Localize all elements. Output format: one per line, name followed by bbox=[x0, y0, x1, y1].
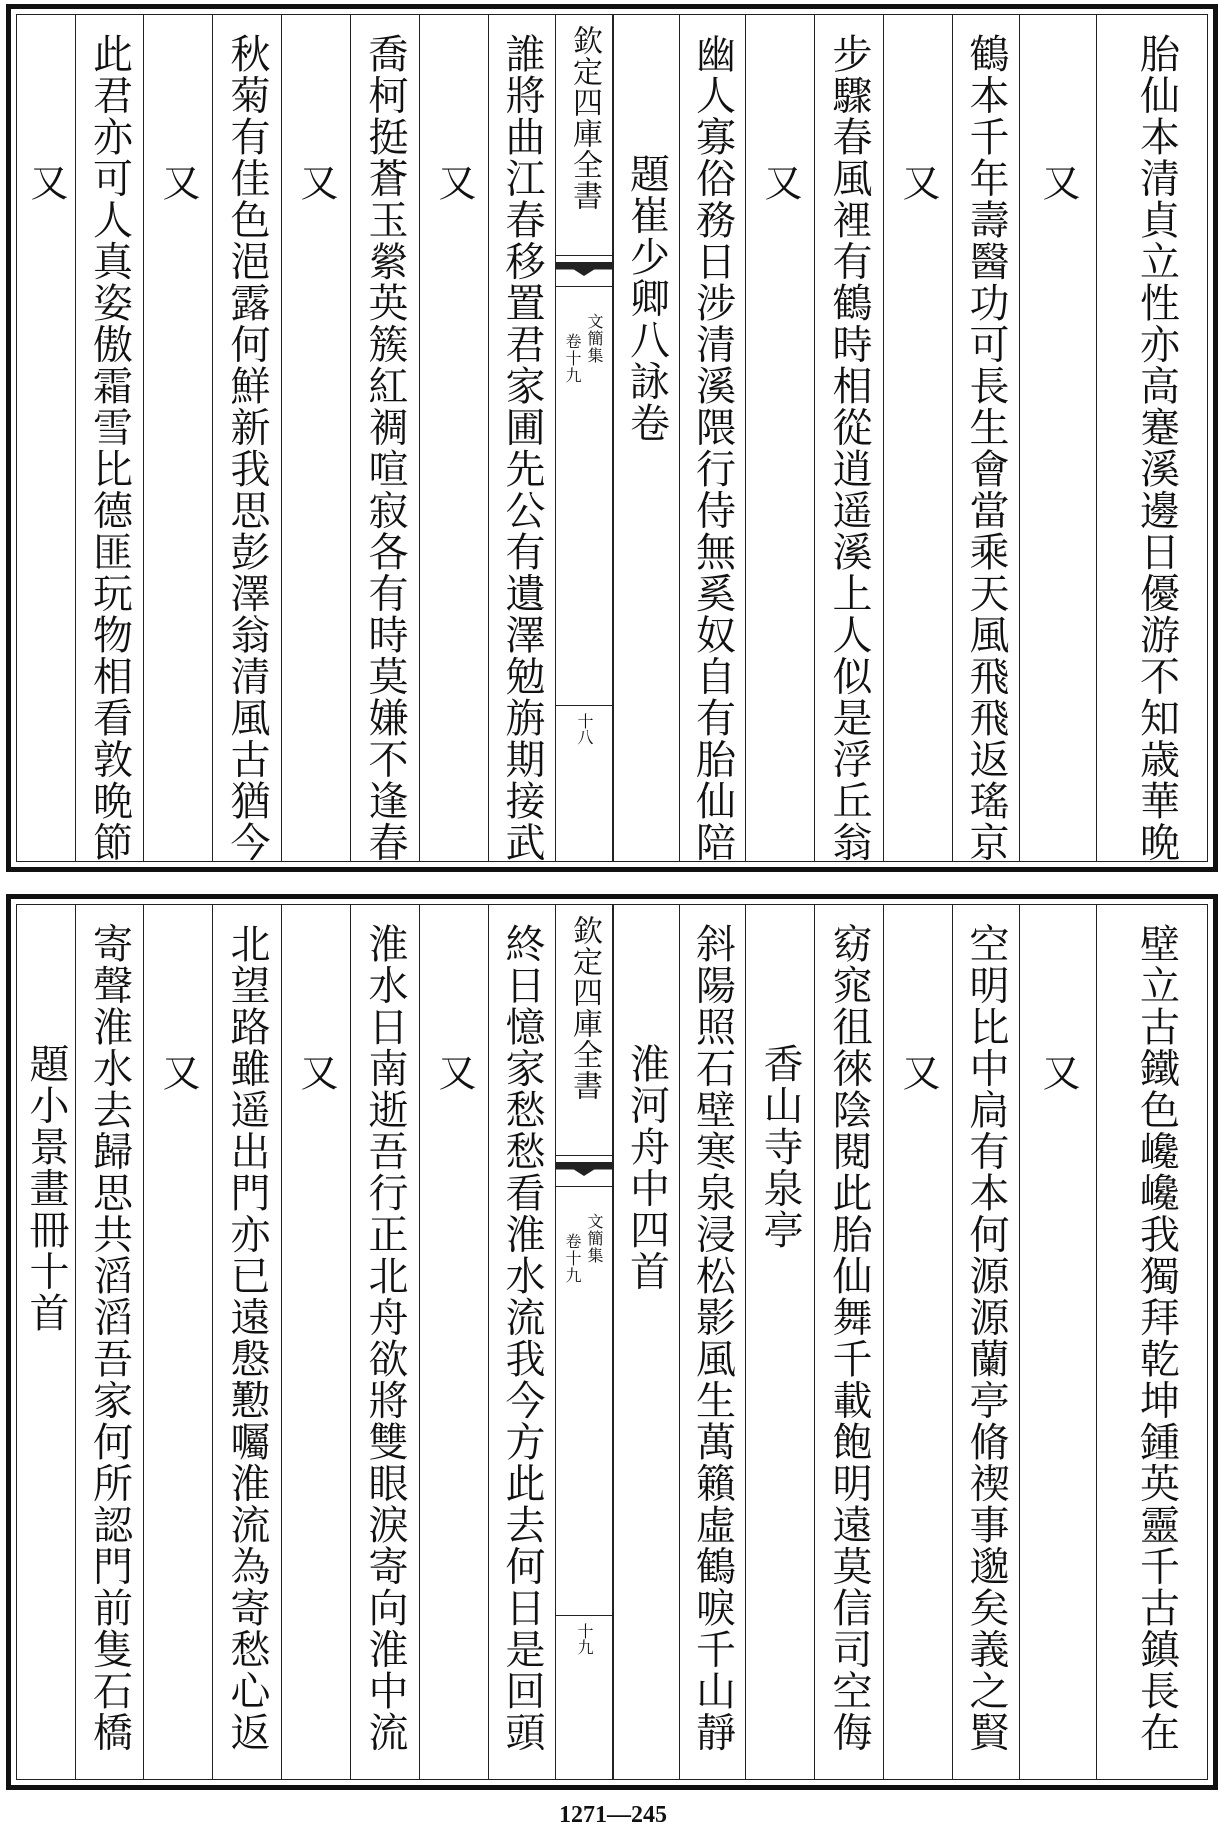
collection-title: 欽定四庫全書 bbox=[567, 25, 602, 211]
verse-text: 胎仙本清貞立性亦高蹇溪邊日優游不知歳華晩 bbox=[1133, 33, 1180, 863]
poem-title: 題小景畫冊十首 bbox=[23, 1043, 69, 1334]
text-column bbox=[883, 15, 952, 861]
page-center-margin bbox=[555, 15, 613, 861]
text-column bbox=[212, 905, 281, 1779]
text-column bbox=[679, 15, 745, 861]
poem-title: 題崔少卿八詠卷 bbox=[623, 153, 670, 444]
poem-heading: 又 bbox=[758, 163, 802, 203]
text-column bbox=[952, 15, 1019, 861]
text-column bbox=[952, 905, 1019, 1779]
poem-heading: 又 bbox=[156, 1053, 200, 1093]
text-column bbox=[143, 905, 212, 1779]
text-column bbox=[1096, 15, 1216, 861]
poem-heading: 又 bbox=[1036, 163, 1080, 203]
fish-tail-ornament bbox=[556, 1155, 612, 1187]
top-page bbox=[6, 4, 1218, 872]
text-column bbox=[419, 905, 488, 1779]
verse-text: 喬柯挺蒼玉縈英簇紅裯喧寂各有時莫嫌不逢春 bbox=[362, 33, 408, 863]
poem-heading: 又 bbox=[1036, 1053, 1080, 1093]
text-column bbox=[488, 15, 555, 861]
poem-title: 香山寺泉亭 bbox=[757, 1043, 803, 1251]
text-column bbox=[350, 15, 419, 861]
verse-text: 終日憶家愁愁看淮水流我今方此去何日是回頭 bbox=[499, 923, 545, 1753]
book-title: 文簡集 bbox=[585, 1213, 604, 1264]
verse-text: 斜陽照石壁寒泉浸松影風生萬籟虛鶴唳千山靜 bbox=[689, 923, 736, 1753]
text-column bbox=[75, 905, 143, 1779]
fish-tail-ornament bbox=[556, 255, 612, 287]
text-column bbox=[75, 15, 143, 861]
verse-text: 鶴本千年壽醫功可長生會當乘天風飛飛返瑤京 bbox=[963, 33, 1009, 863]
verse-text: 淮水日南逝吾行正北舟欲將雙眼淚寄向淮中流 bbox=[362, 923, 408, 1753]
poem-heading: 又 bbox=[294, 163, 338, 203]
poem-heading: 又 bbox=[896, 163, 940, 203]
folio-number: 十八 bbox=[575, 713, 594, 745]
text-column bbox=[17, 15, 75, 861]
text-column bbox=[679, 905, 745, 1779]
text-column bbox=[613, 15, 679, 861]
folio-rule bbox=[556, 1615, 612, 1616]
text-column bbox=[883, 905, 952, 1779]
poem-title: 淮河舟中四首 bbox=[623, 1043, 670, 1292]
text-column bbox=[814, 905, 883, 1779]
verse-text: 壁立古鐵色巉巉我獨拜乾坤鍾英靈千古鎮長在 bbox=[1133, 923, 1180, 1753]
text-column bbox=[1019, 15, 1096, 861]
poem-heading: 又 bbox=[294, 1053, 338, 1093]
folio-rule bbox=[556, 705, 612, 706]
text-column bbox=[1096, 905, 1216, 1779]
bottom-page bbox=[6, 894, 1218, 1790]
verse-text: 幽人寡俗務日涉清溪隈行侍無奚奴自有胎仙陪 bbox=[689, 33, 736, 863]
poem-heading: 又 bbox=[896, 1053, 940, 1093]
text-column bbox=[350, 905, 419, 1779]
page-center-margin bbox=[555, 905, 613, 1779]
text-column bbox=[1019, 905, 1096, 1779]
text-column bbox=[814, 15, 883, 861]
volume-number: 卷十九 bbox=[563, 1233, 582, 1284]
verse-text: 秋菊有佳色浥露何鮮新我思彭澤翁清風古猶今 bbox=[224, 33, 270, 863]
text-column bbox=[419, 15, 488, 861]
book-title: 文簡集 bbox=[585, 313, 604, 364]
verse-text: 寄聲淮水去歸思共滔滔吾家何所認門前隻石橋 bbox=[86, 923, 133, 1753]
text-column bbox=[143, 15, 212, 861]
verse-text: 此君亦可人真姿傲霜雪比德匪玩物相看敦晩節 bbox=[86, 33, 133, 863]
top-page-frame bbox=[16, 14, 1208, 862]
text-column bbox=[745, 15, 814, 861]
verse-text: 窈窕徂徠陰閱此胎仙舞千載飽明遠莫信司空侮 bbox=[826, 923, 872, 1753]
text-column bbox=[745, 905, 814, 1779]
poem-heading: 又 bbox=[432, 1053, 476, 1093]
poem-heading: 又 bbox=[24, 163, 68, 203]
collection-title: 欽定四庫全書 bbox=[567, 915, 602, 1101]
text-column bbox=[613, 905, 679, 1779]
verse-text: 步驟春風裡有鶴時相從逍遥溪上人似是浮丘翁 bbox=[826, 33, 872, 863]
verse-text: 北望路雖遥出門亦已遠慇懃囑淮流為寄愁心返 bbox=[224, 923, 270, 1753]
text-column bbox=[281, 905, 350, 1779]
text-column bbox=[17, 905, 75, 1779]
verse-text: 誰將曲江春移置君家圃先公有遺澤勉旃期接武 bbox=[499, 33, 545, 863]
folio-number: 十九 bbox=[575, 1623, 594, 1655]
volume-number: 卷十九 bbox=[563, 333, 582, 384]
poem-heading: 又 bbox=[432, 163, 476, 203]
verse-text: 空明比中扃有本何源源蘭亭脩禊事邈矣義之賢 bbox=[963, 923, 1009, 1753]
text-column bbox=[281, 15, 350, 861]
page-number: 1271—245 bbox=[559, 1802, 667, 1828]
poem-heading: 又 bbox=[156, 163, 200, 203]
text-column bbox=[212, 15, 281, 861]
text-column bbox=[488, 905, 555, 1779]
bottom-page-frame bbox=[16, 904, 1208, 1780]
